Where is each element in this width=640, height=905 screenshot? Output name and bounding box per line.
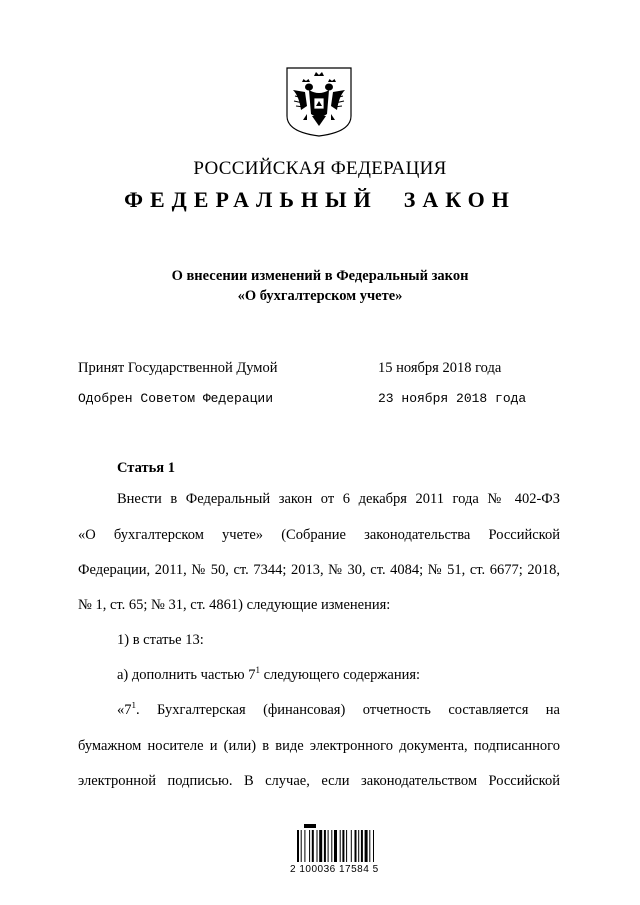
quote-line-1-rest: . Бухгалтерская (финансовая) отчетность составляется на bbox=[136, 702, 560, 718]
quote-line-1 bbox=[117, 702, 560, 722]
barcode-number: 2 100036 17584 5 bbox=[290, 864, 379, 875]
item-a-text-after: следующего содержания: bbox=[260, 667, 421, 683]
quote-open: «7 bbox=[117, 702, 132, 718]
quote-line-2: бумажном носителе и (или) в виде электронного документа, подписанного bbox=[78, 738, 560, 754]
duma-adoption-label: Принят Государственной Думой bbox=[78, 360, 278, 376]
law-title-line-2: «О бухгалтерском учете» bbox=[237, 288, 403, 304]
barcode-icon bbox=[296, 824, 394, 864]
document-type-word1: ФЕДЕРАЛЬНЫЙ bbox=[124, 187, 378, 212]
article-line-4: № 1, ст. 65; № 31, ст. 4861) следующие изменения: bbox=[78, 597, 391, 613]
council-approval-date: 23 ноября 2018 года bbox=[378, 391, 527, 406]
article-item-1: 1) в статье 13: bbox=[117, 632, 204, 648]
article-heading: Статья 1 bbox=[117, 460, 175, 476]
article-item-a bbox=[117, 667, 560, 684]
country-name: РОССИЙСКАЯ ФЕДЕРАЦИЯ bbox=[193, 158, 447, 179]
law-title-line-1: О внесении изменений в Федеральный закон bbox=[171, 268, 469, 284]
article-line-1: Внести в Федеральный закон от 6 декабря 2011 года № 402-ФЗ bbox=[117, 491, 560, 507]
duma-adoption-date: 15 ноября 2018 года bbox=[378, 360, 502, 376]
article-line-3: Федерации, 2011, № 50, ст. 7344; 2013, № 30, ст. 4084; № 51, ст. 6677; 2018, bbox=[78, 562, 560, 578]
item-a-superscript: 1 bbox=[255, 665, 260, 675]
law-title bbox=[0, 266, 640, 306]
coat-of-arms-icon bbox=[285, 66, 353, 138]
quote-line-3: электронной подписью. В случае, если законодательством Российской bbox=[78, 773, 560, 789]
document-type bbox=[0, 187, 640, 213]
quote-superscript: 1 bbox=[131, 702, 136, 710]
council-approval-label: Одобрен Советом Федерации bbox=[78, 391, 274, 406]
document-type-word2: ЗАКОН bbox=[403, 187, 516, 212]
article-line-2: «О бухгалтерском учете» (Собрание законодательства Российской bbox=[78, 527, 560, 543]
item-a-text-before: а) дополнить частью 7 bbox=[117, 667, 256, 683]
